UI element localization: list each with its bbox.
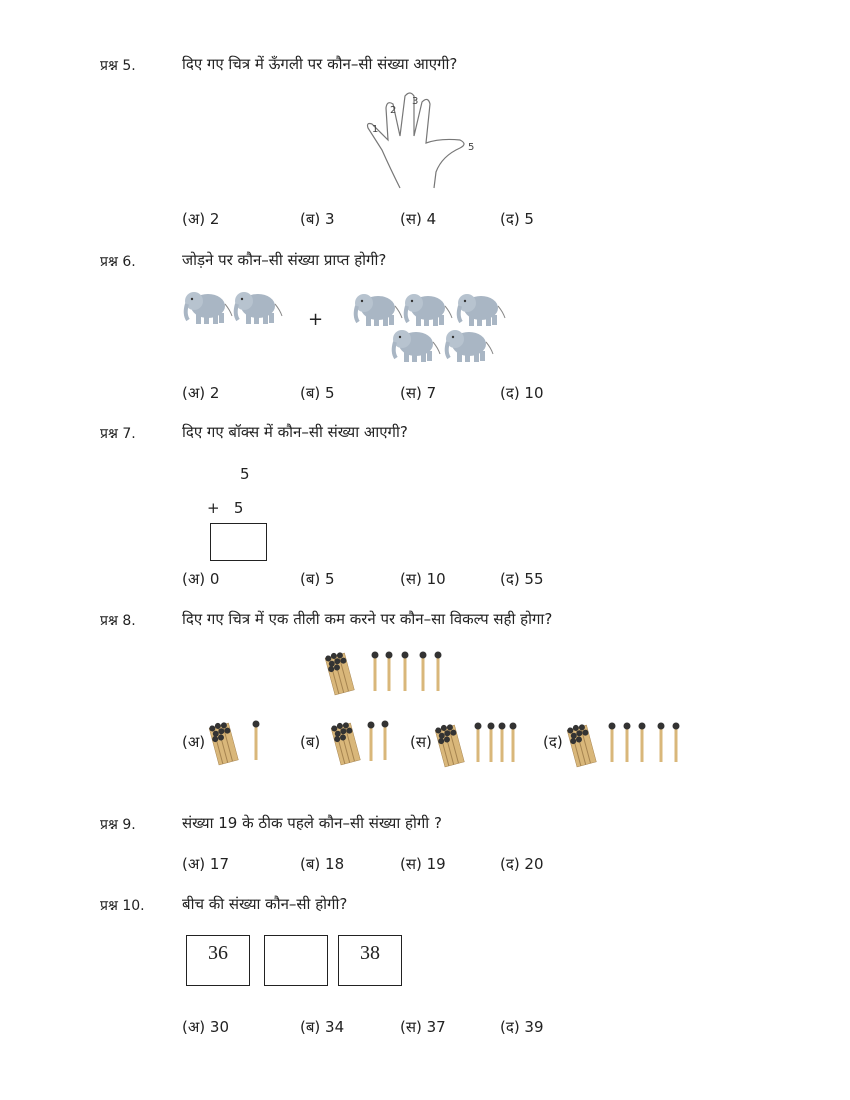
question-7-text: दिए गए बॉक्स में कौन–सी संख्या आएगी? [182, 423, 408, 441]
option-b-matchsticks [334, 720, 394, 765]
finger-number: 5 [468, 142, 475, 153]
option-c[interactable]: (स) 4 [400, 210, 437, 228]
option-a[interactable]: (अ) [182, 733, 206, 751]
option-c[interactable]: (स) 19 [400, 855, 446, 873]
option-d[interactable]: (द) 55 [500, 570, 544, 588]
question-10-label: प्रश्न 10. [100, 898, 145, 914]
number-box-1: 36 [186, 935, 250, 986]
finger-number: 2 [390, 105, 397, 116]
option-d[interactable]: (द) 10 [500, 384, 544, 402]
option-d[interactable]: (द) 5 [500, 210, 534, 228]
question-8-text: दिए गए चित्र में एक तीली कम करने पर कौन–सा विकल्प सही होगा? [182, 610, 553, 628]
matchsticks-image [328, 650, 448, 695]
number-box-3: 38 [338, 935, 402, 986]
option-a[interactable]: (अ) 0 [182, 570, 220, 588]
option-a-matchsticks [212, 720, 262, 765]
option-b[interactable]: (ब) 5 [300, 570, 335, 588]
option-d[interactable]: (द) [543, 733, 563, 751]
option-c-matchsticks [438, 722, 523, 767]
option-a[interactable]: (अ) 2 [182, 384, 220, 402]
addend-top: 5 [240, 465, 250, 483]
option-c[interactable]: (स) [410, 733, 432, 751]
option-a[interactable]: (अ) 30 [182, 1018, 230, 1036]
option-a[interactable]: (अ) 2 [182, 210, 220, 228]
option-a[interactable]: (अ) 17 [182, 855, 230, 873]
elephants-image [180, 290, 520, 362]
number-box-blank [264, 935, 328, 986]
question-9-label: प्रश्न 9. [100, 817, 136, 833]
question-7-label: प्रश्न 7. [100, 426, 136, 442]
option-b[interactable]: (ब) 18 [300, 855, 345, 873]
addend-bottom: + 5 [207, 499, 244, 517]
finger-number: 3 [412, 96, 419, 107]
answer-box [210, 523, 267, 561]
option-c[interactable]: (स) 37 [400, 1018, 446, 1036]
option-b[interactable]: (ब) 34 [300, 1018, 345, 1036]
question-6-text: जोड़ने पर कौन–सी संख्या प्राप्त होगी? [182, 251, 387, 269]
question-8-label: प्रश्न 8. [100, 613, 136, 629]
option-c[interactable]: (स) 10 [400, 570, 446, 588]
question-5-text: दिए गए चित्र में ऊँगली पर कौन–सी संख्या आएगी? [182, 55, 458, 73]
option-b[interactable]: (ब) 3 [300, 210, 335, 228]
option-b[interactable]: (ब) [300, 733, 321, 751]
option-d-matchsticks [570, 722, 685, 767]
question-10-text: बीच की संख्या कौन–सी होगी? [182, 895, 348, 913]
option-b[interactable]: (ब) 5 [300, 384, 335, 402]
option-c[interactable]: (स) 7 [400, 384, 437, 402]
hand-image [360, 88, 485, 193]
question-6-label: प्रश्न 6. [100, 254, 136, 270]
option-d[interactable]: (द) 20 [500, 855, 544, 873]
question-9-text: संख्या 19 के ठीक पहले कौन–सी संख्या होगी ? [182, 814, 442, 832]
option-d[interactable]: (द) 39 [500, 1018, 544, 1036]
question-5-label: प्रश्न 5. [100, 58, 136, 74]
plus-sign: + [308, 309, 324, 330]
finger-number: 1 [372, 124, 379, 135]
